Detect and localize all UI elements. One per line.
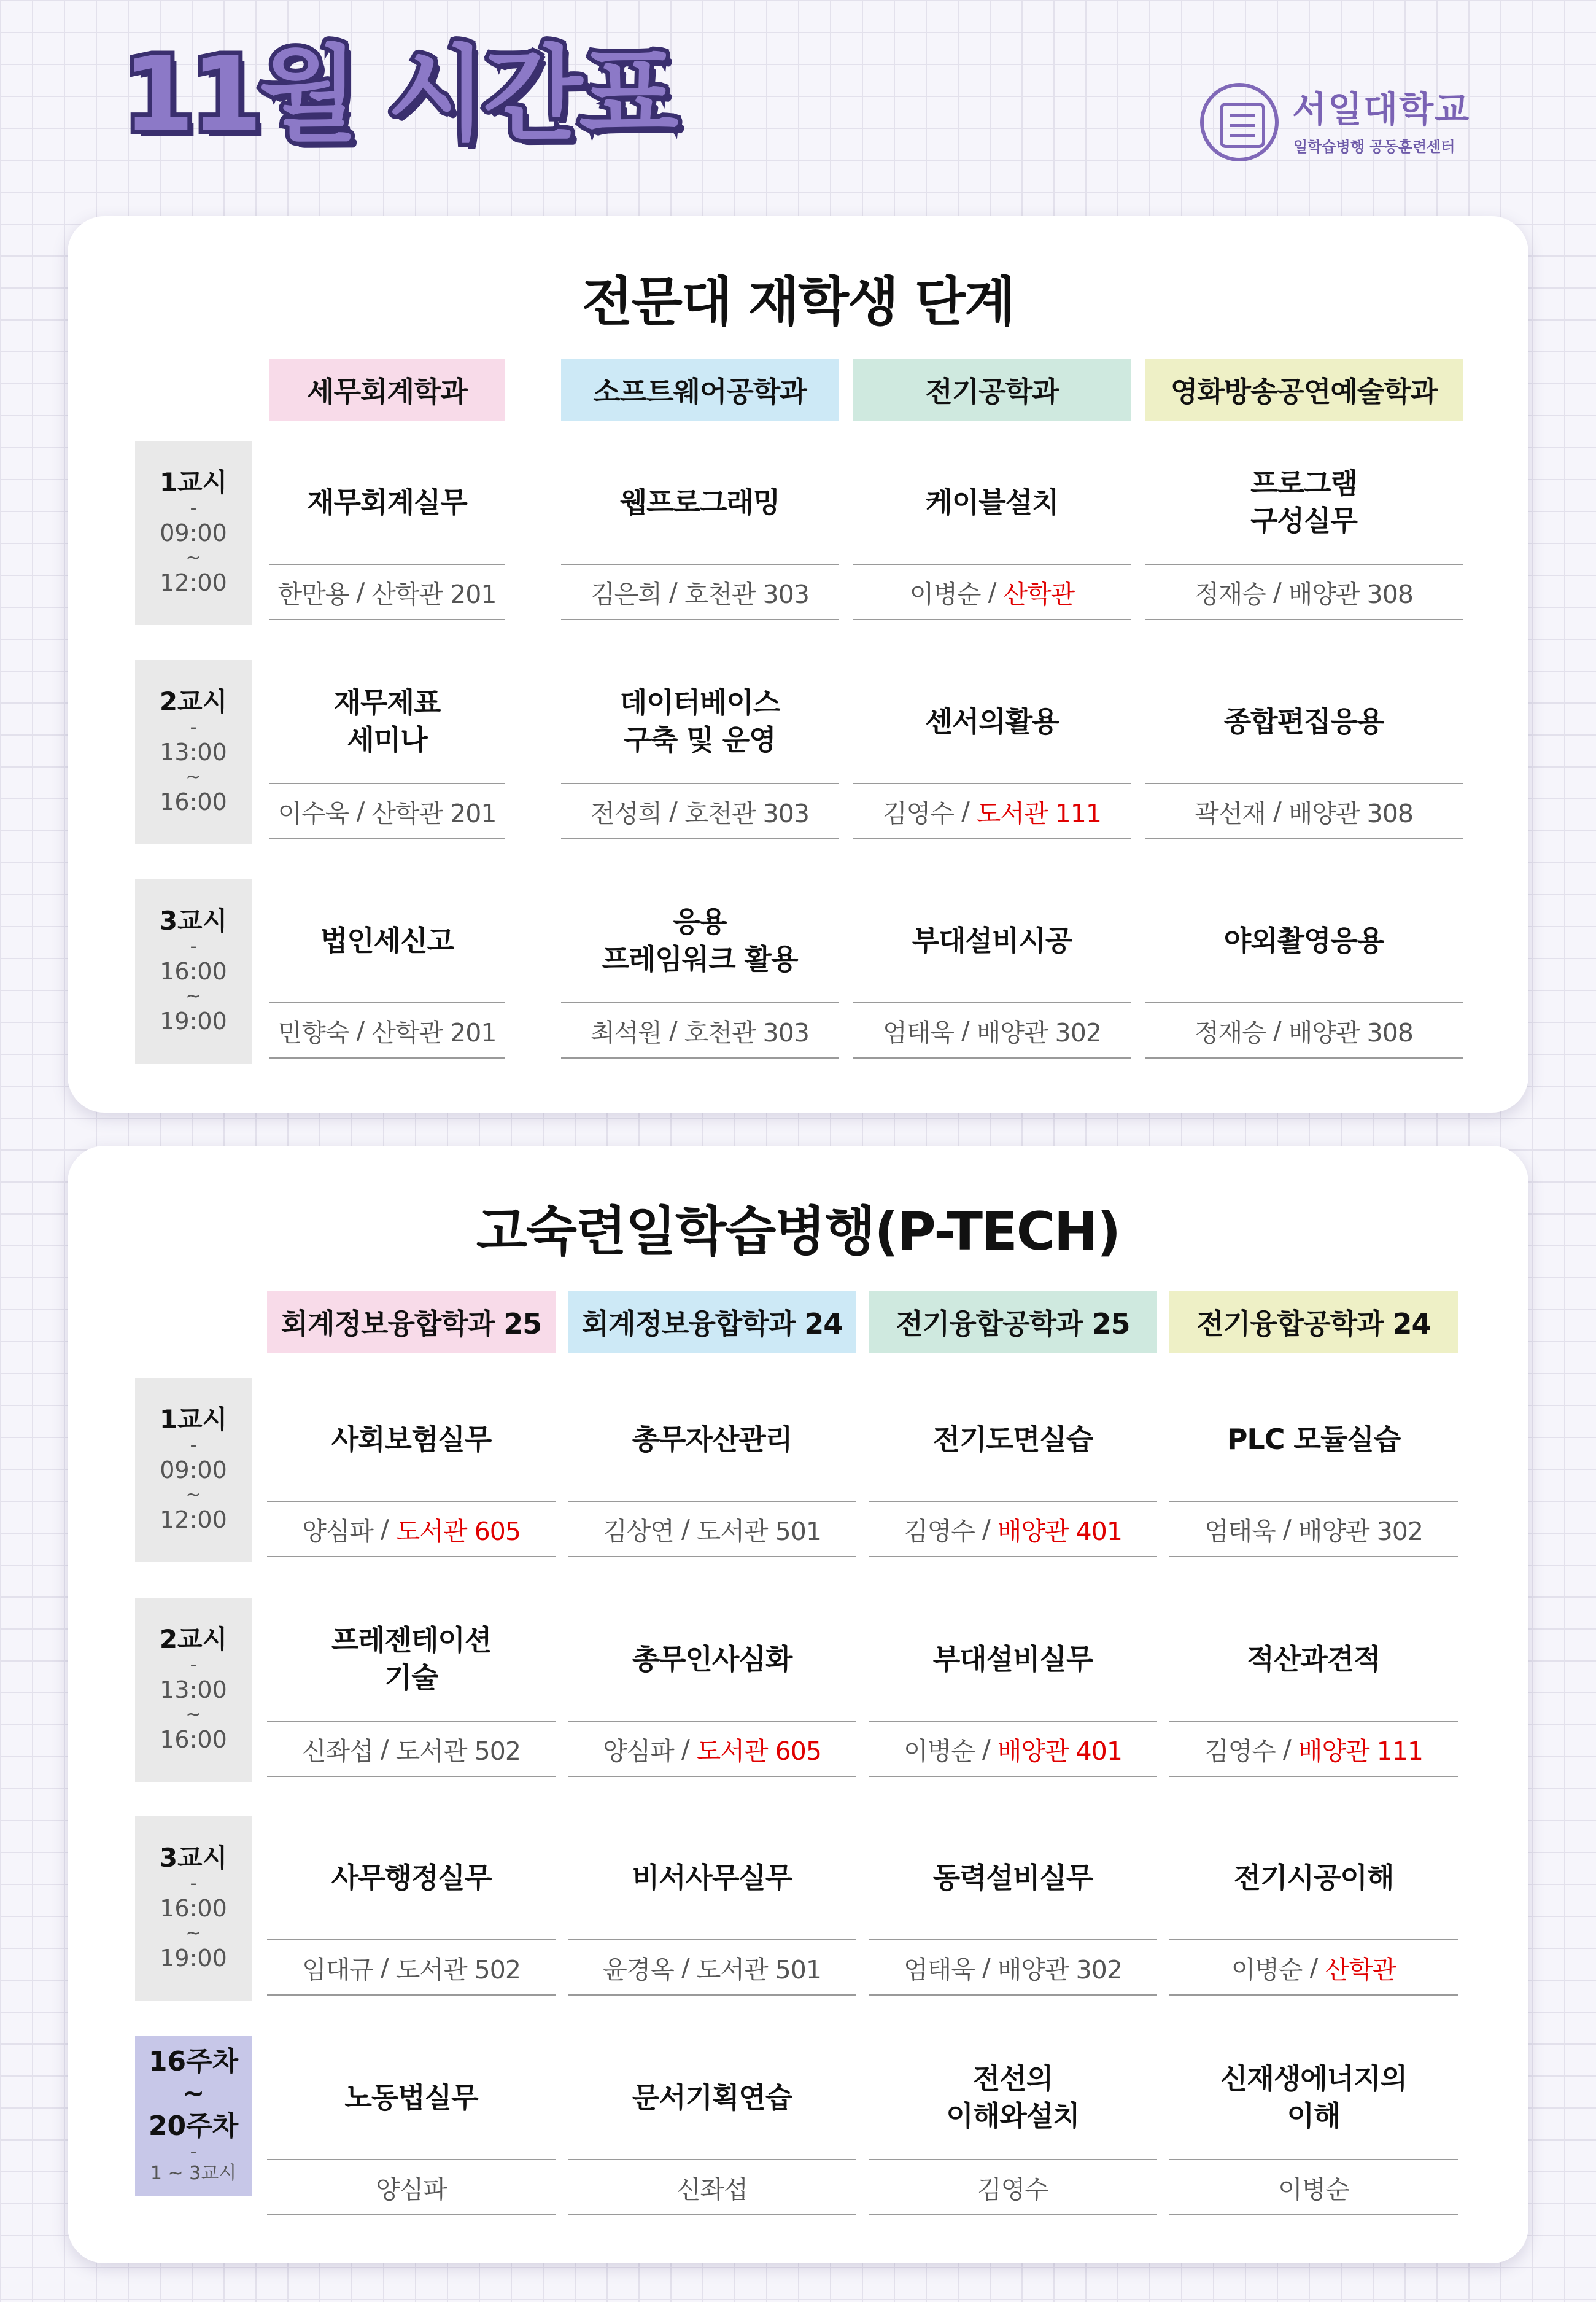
department-header: 전기융합공학과 24 <box>1169 1291 1458 1353</box>
class-cell <box>869 1378 1157 1562</box>
room-name: 산학관 201 <box>371 579 497 609</box>
class-cell <box>1145 441 1463 625</box>
class-cell <box>1169 1598 1458 1782</box>
separator-slash: / <box>980 577 1004 607</box>
instructor-name: 민향숙 <box>277 1017 349 1048</box>
separator-slash: / <box>1265 796 1288 826</box>
subject-name: 전선의 이해와설치 <box>946 2062 1080 2133</box>
separator-slash: / <box>673 1953 697 1982</box>
period-label <box>135 660 252 844</box>
period-label <box>135 1598 252 1782</box>
room-name: 산학관 201 <box>371 1017 497 1048</box>
subject-name: 종합편집응용 <box>1223 704 1384 738</box>
class-cell <box>1169 2036 1458 2220</box>
instructor-room <box>267 1501 556 1557</box>
instructor-name: 김상연 <box>603 1516 674 1546</box>
separator-slash: / <box>373 1514 396 1544</box>
department-header: 소프트웨어공학과 <box>561 359 839 421</box>
subject-name: 비서사무실무 <box>632 1861 792 1894</box>
class-cell <box>267 1816 556 2001</box>
class-cell <box>853 441 1131 625</box>
period-label <box>135 2036 252 2196</box>
period-start-time: 09:00 <box>160 1456 227 1483</box>
room-name: 배양관 401 <box>997 1516 1122 1546</box>
subject-name: 총무인사심화 <box>632 1642 792 1676</box>
instructor-room <box>869 1501 1157 1557</box>
period-separator: - <box>190 497 197 519</box>
room-name: 호천관 303 <box>684 798 809 828</box>
period-separator: - <box>190 1654 197 1676</box>
period-name: 1교시 <box>159 467 228 498</box>
period-end-time: 12:00 <box>160 1506 227 1534</box>
instructor-name: 김영수 <box>883 798 954 828</box>
class-cell <box>1169 1378 1458 1562</box>
class-cell <box>869 2036 1157 2220</box>
period-name: 3교시 <box>159 906 228 936</box>
department-header: 전기융합공학과 25 <box>869 1291 1157 1353</box>
instructor-name: 양심파 <box>302 1516 373 1546</box>
class-cell <box>869 1598 1157 1782</box>
separator-slash: / <box>1265 577 1288 607</box>
subject-name: 웹프로그래밍 <box>619 485 780 519</box>
subject-name: 센서의활용 <box>925 704 1059 738</box>
subject-name: 프레젠테이션 기술 <box>331 1623 492 1694</box>
period-end-time: 16:00 <box>160 788 227 816</box>
separator-slash: / <box>974 1953 998 1982</box>
period-end-time: 19:00 <box>160 1008 227 1035</box>
room-name: 도서관 111 <box>976 798 1101 828</box>
subject-name: 총무자산관리 <box>632 1422 792 1456</box>
instructor-name: 엄태욱 <box>1204 1516 1276 1546</box>
instructor-room <box>267 1721 556 1777</box>
instructor-room <box>568 2159 856 2215</box>
subject-name: 노동법실무 <box>344 2080 478 2114</box>
department-header: 세무회계학과 <box>269 359 505 421</box>
period-end-time: 19:00 <box>160 1945 227 1972</box>
instructor-room <box>568 1721 856 1777</box>
instructor-name: 전성희 <box>591 798 662 828</box>
instructor-name: 이병순 <box>1231 1954 1303 1985</box>
room-name: 도서관 502 <box>395 1736 521 1766</box>
class-cell <box>269 879 505 1064</box>
period-separator: - <box>190 2141 197 2163</box>
instructor-name: 정재승 <box>1195 579 1266 609</box>
instructor-room <box>568 1501 856 1557</box>
separator-slash: / <box>349 577 372 607</box>
instructor-name: 이병순 <box>909 579 981 609</box>
subject-name: 부대설비실무 <box>932 1642 1093 1676</box>
separator-slash: / <box>953 796 977 826</box>
period-label <box>135 1816 252 2001</box>
class-cell <box>1169 1816 1458 2001</box>
instructor-room <box>1145 1002 1463 1059</box>
subject-name: 야외촬영응용 <box>1223 924 1384 957</box>
period-label <box>135 1378 252 1562</box>
room-name: 배양관 308 <box>1288 798 1413 828</box>
department-header: 영화방송공연예술학과 <box>1145 359 1463 421</box>
instructor-name: 신좌섭 <box>676 2174 748 2204</box>
period-separator: - <box>190 1872 197 1894</box>
instructor-room <box>269 783 505 839</box>
instructor-name: 김영수 <box>977 2174 1048 2204</box>
class-cell <box>568 2036 856 2220</box>
instructor-name: 엄태욱 <box>904 1954 975 1985</box>
room-name: 도서관 501 <box>696 1954 821 1985</box>
subject-name: 케이블설치 <box>925 485 1059 519</box>
instructor-name: 최석원 <box>591 1017 662 1048</box>
class-cell <box>853 879 1131 1064</box>
separator-slash: / <box>661 1016 684 1045</box>
instructor-room <box>869 1721 1157 1777</box>
instructor-name: 이수욱 <box>277 798 349 828</box>
subject-name: 사무행정실무 <box>331 1861 492 1894</box>
subject-name: 사회보험실무 <box>331 1422 492 1456</box>
period-tilde: ~ <box>185 1704 201 1726</box>
instructor-room <box>561 564 839 620</box>
class-cell <box>853 660 1131 844</box>
room-name: 도서관 605 <box>395 1516 521 1546</box>
subject-name: 동력설비실무 <box>932 1861 1093 1894</box>
separator-slash: / <box>1265 1016 1288 1045</box>
instructor-room <box>267 2159 556 2215</box>
period-start-time: 09:00 <box>160 519 227 546</box>
room-name: 배양관 401 <box>997 1736 1122 1766</box>
subject-name: 응용 프레임워크 활용 <box>602 905 798 976</box>
instructor-name: 한만용 <box>277 579 349 609</box>
department-header: 전기공학과 <box>853 359 1131 421</box>
section-panel-undergrad <box>68 216 1528 1113</box>
class-cell <box>561 441 839 625</box>
separator-slash: / <box>673 1514 697 1544</box>
separator-slash: / <box>1275 1734 1298 1763</box>
subject-name: 신재생에너지의 이해 <box>1220 2062 1408 2133</box>
instructor-name: 양심파 <box>603 1736 674 1766</box>
instructor-name: 김영수 <box>1204 1736 1276 1766</box>
subject-name: 데이터베이스 구축 및 운영 <box>619 686 780 756</box>
instructor-name: 김영수 <box>904 1516 975 1546</box>
separator-slash: / <box>373 1953 396 1982</box>
period-label <box>135 879 252 1064</box>
separator-slash: / <box>373 1734 396 1763</box>
page-title: 11월 시간표 <box>123 34 675 155</box>
room-name: 배양관 308 <box>1288 1017 1413 1048</box>
subject-name: 문서기획연습 <box>632 2080 792 2114</box>
subject-name: 재무제표 세미나 <box>333 686 441 756</box>
class-cell <box>561 879 839 1064</box>
instructor-room <box>1169 1939 1458 1996</box>
department-header: 회계정보융합학과 25 <box>267 1291 556 1353</box>
class-cell <box>267 1378 556 1562</box>
room-name: 도서관 502 <box>395 1954 521 1985</box>
period-start-time: 16:00 <box>160 957 227 985</box>
period-tilde: ~ <box>185 766 201 788</box>
room-name: 산학관 201 <box>371 798 497 828</box>
instructor-room <box>269 564 505 620</box>
instructor-name: 김은희 <box>591 579 662 609</box>
instructor-room <box>267 1939 556 1996</box>
class-cell <box>561 660 839 844</box>
period-name: 3교시 <box>159 1843 228 1873</box>
instructor-room <box>853 783 1131 839</box>
room-name: 배양관 302 <box>1298 1516 1423 1546</box>
instructor-name: 이병순 <box>904 1736 975 1766</box>
instructor-room <box>269 1002 505 1059</box>
university-logo <box>1200 83 1482 169</box>
instructor-room <box>1145 783 1463 839</box>
instructor-room <box>869 2159 1157 2215</box>
instructor-name: 이병순 <box>1278 2174 1349 2204</box>
class-cell <box>869 1816 1157 2001</box>
subject-name: 프로그램 구성실무 <box>1250 467 1357 537</box>
separator-slash: / <box>974 1514 998 1544</box>
separator-slash: / <box>1302 1953 1325 1982</box>
subject-name: 적산과견적 <box>1247 1642 1381 1676</box>
room-name: 배양관 308 <box>1288 579 1413 609</box>
instructor-name: 신좌섭 <box>302 1736 373 1766</box>
class-cell <box>269 441 505 625</box>
room-name: 배양관 302 <box>976 1017 1101 1048</box>
instructor-name: 양심파 <box>376 2174 447 2204</box>
instructor-name: 임대규 <box>302 1954 373 1985</box>
separator-slash: / <box>349 1016 372 1045</box>
instructor-room <box>568 1939 856 1996</box>
instructor-room <box>561 783 839 839</box>
subject-name: 전기도면실습 <box>932 1422 1093 1456</box>
university-seal-icon <box>1200 83 1279 161</box>
class-cell <box>269 660 505 844</box>
period-tilde: ~ <box>185 986 201 1008</box>
period-tilde: ~ <box>185 1923 201 1945</box>
subject-name: 전기시공이해 <box>1233 1861 1394 1894</box>
period-start-time: 13:00 <box>160 738 227 766</box>
class-cell <box>568 1816 856 2001</box>
separator-slash: / <box>661 796 684 826</box>
period-time: 1 ~ 3교시 <box>150 2162 237 2184</box>
instructor-name: 윤경옥 <box>603 1954 674 1985</box>
instructor-name: 정재승 <box>1195 1017 1266 1048</box>
separator-slash: / <box>953 1016 977 1045</box>
period-start-time: 13:00 <box>160 1676 227 1703</box>
period-name: 16주차 ~ 20주차 <box>148 2045 239 2142</box>
class-cell <box>568 1378 856 1562</box>
class-cell <box>1145 879 1463 1064</box>
instructor-name: 곽선재 <box>1195 798 1266 828</box>
room-name: 산학관 <box>1325 1954 1396 1985</box>
subject-name: 재무회계실무 <box>307 485 467 519</box>
instructor-name: 엄태욱 <box>883 1017 954 1048</box>
class-cell <box>267 2036 556 2220</box>
instructor-room <box>1169 1721 1458 1777</box>
separator-slash: / <box>974 1734 998 1763</box>
instructor-room <box>1169 2159 1458 2215</box>
room-name: 배양관 302 <box>997 1954 1122 1985</box>
instructor-room <box>1169 1501 1458 1557</box>
separator-slash: / <box>1275 1514 1298 1544</box>
room-name: 산학관 <box>1003 579 1075 609</box>
period-name: 2교시 <box>159 686 228 717</box>
separator-slash: / <box>661 577 684 607</box>
university-name: 서일대학교 <box>1292 88 1471 130</box>
section-title: 전문대 재학생 단계 <box>581 271 1015 333</box>
room-name: 도서관 605 <box>696 1736 821 1766</box>
instructor-room <box>561 1002 839 1059</box>
instructor-room <box>853 1002 1131 1059</box>
instructor-room <box>869 1939 1157 1996</box>
period-label <box>135 441 252 625</box>
class-cell <box>267 1598 556 1782</box>
room-name: 배양관 111 <box>1298 1736 1423 1766</box>
period-tilde: ~ <box>185 1484 201 1506</box>
separator-slash: / <box>673 1734 697 1763</box>
subject-name: 부대설비시공 <box>912 924 1072 957</box>
period-separator: - <box>190 935 197 957</box>
subject-name: 법인세신고 <box>320 924 454 957</box>
period-end-time: 16:00 <box>160 1726 227 1754</box>
period-end-time: 12:00 <box>160 569 227 597</box>
class-cell <box>568 1598 856 1782</box>
period-name: 2교시 <box>159 1624 228 1655</box>
instructor-room <box>853 564 1131 620</box>
room-name: 도서관 501 <box>696 1516 821 1546</box>
period-tilde: ~ <box>185 547 201 569</box>
section-title: 고숙련일학습병행(P-TECH) <box>476 1201 1120 1262</box>
center-name: 일학습병행 공동훈련센터 <box>1293 138 1455 155</box>
period-separator: - <box>190 716 197 738</box>
room-name: 호천관 303 <box>684 579 809 609</box>
room-name: 호천관 303 <box>684 1017 809 1048</box>
period-name: 1교시 <box>159 1404 228 1435</box>
class-cell <box>1145 660 1463 844</box>
section-panel-ptech <box>68 1146 1528 2263</box>
period-start-time: 16:00 <box>160 1894 227 1922</box>
subject-name: PLC 모듈실습 <box>1226 1422 1401 1456</box>
department-header: 회계정보융합학과 24 <box>568 1291 856 1353</box>
instructor-room <box>1145 564 1463 620</box>
separator-slash: / <box>349 796 372 826</box>
period-separator: - <box>190 1434 197 1456</box>
